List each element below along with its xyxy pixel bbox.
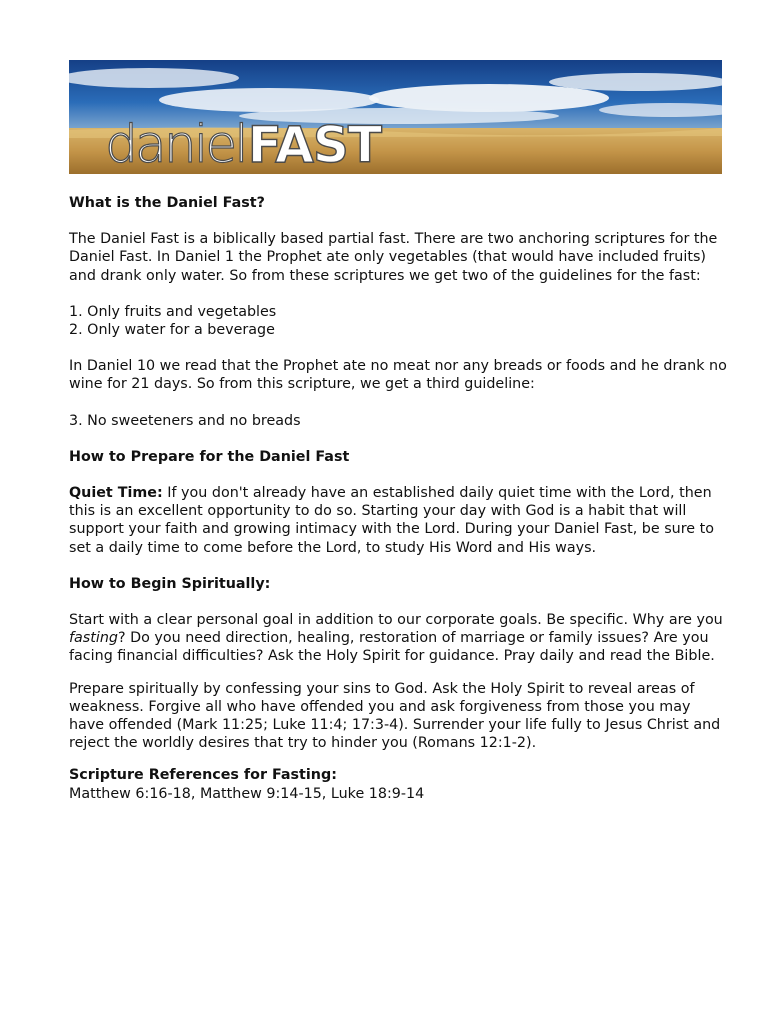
heading-scripture-references: Scripture References for Fasting: xyxy=(69,767,337,784)
daniel-fast-logo xyxy=(105,115,381,174)
scripture-references-list: Matthew 6:16-18, Matthew 9:14-15, Luke 18:9-14 xyxy=(69,785,425,802)
paragraph-personal-goal xyxy=(69,611,729,666)
paragraph-daniel-10: In Daniel 10 we read that the Prophet ate no meat nor any breads or foods and he drank no wine for 21 days. So from this scripture, we get a third guideline: xyxy=(69,358,727,393)
goal-text-a: Start with a clear personal goal in addition to our corporate goals. Be specific. Why are you xyxy=(69,612,723,629)
paragraph-intro: The Daniel Fast is a biblically based partial fast. There are two anchoring scriptures for the Daniel Fast. In Daniel 1 the Prophet ate only vegetables (that would have included fruits) and drank only water. So from these scriptures we get two of the guidelines for the fast: xyxy=(69,231,718,284)
paragraph-quiet-time xyxy=(69,484,729,557)
quiet-time-text: If you don't already have an established daily quiet time with the Lord, then this is an excellent opportunity to do so. Starting your day with God is a habit that will support your faith and growing intimacy with the Lord. During your Daniel Fast, be sure to set a daily time to come before the Lord, to study His Word and His ways. xyxy=(69,485,714,556)
goal-text-b: ? Do you need direction, healing, restoration of marriage or family issues? Are you facing financial difficulties? Ask the Holy Spirit for guidance. Pray daily and read the Bible. xyxy=(69,630,715,665)
heading-begin-spiritually: How to Begin Spiritually: xyxy=(69,575,271,592)
daniel-fast-banner xyxy=(69,60,722,174)
logo-daniel-text: daniel xyxy=(105,115,246,174)
logo-fast-text: FAST xyxy=(247,116,381,174)
article-body xyxy=(69,194,729,803)
list-item-1: 1. Only fruits and vegetables xyxy=(69,303,277,320)
list-item-2: 2. Only water for a beverage xyxy=(69,322,275,339)
document-page xyxy=(69,60,729,803)
heading-prepare: How to Prepare for the Daniel Fast xyxy=(69,448,350,465)
fasting-emphasis: fasting xyxy=(69,630,118,647)
list-item-3: 3. No sweeteners and no breads xyxy=(69,412,301,429)
quiet-time-label: Quiet Time: xyxy=(69,485,163,502)
paragraph-prepare-spiritually: Prepare spiritually by confessing your sins to God. Ask the Holy Spirit to reveal areas of weakness. Forgive all who have offended you and ask forgiveness from those you may have offended (Mark 11:25; Luke 11:4; 17:3-4). Surrender your life fully to Jesus Christ and reject the worldly desires that try to hinder you (Romans 12:1-2). xyxy=(69,680,721,752)
heading-what-is: What is the Daniel Fast? xyxy=(69,195,265,211)
